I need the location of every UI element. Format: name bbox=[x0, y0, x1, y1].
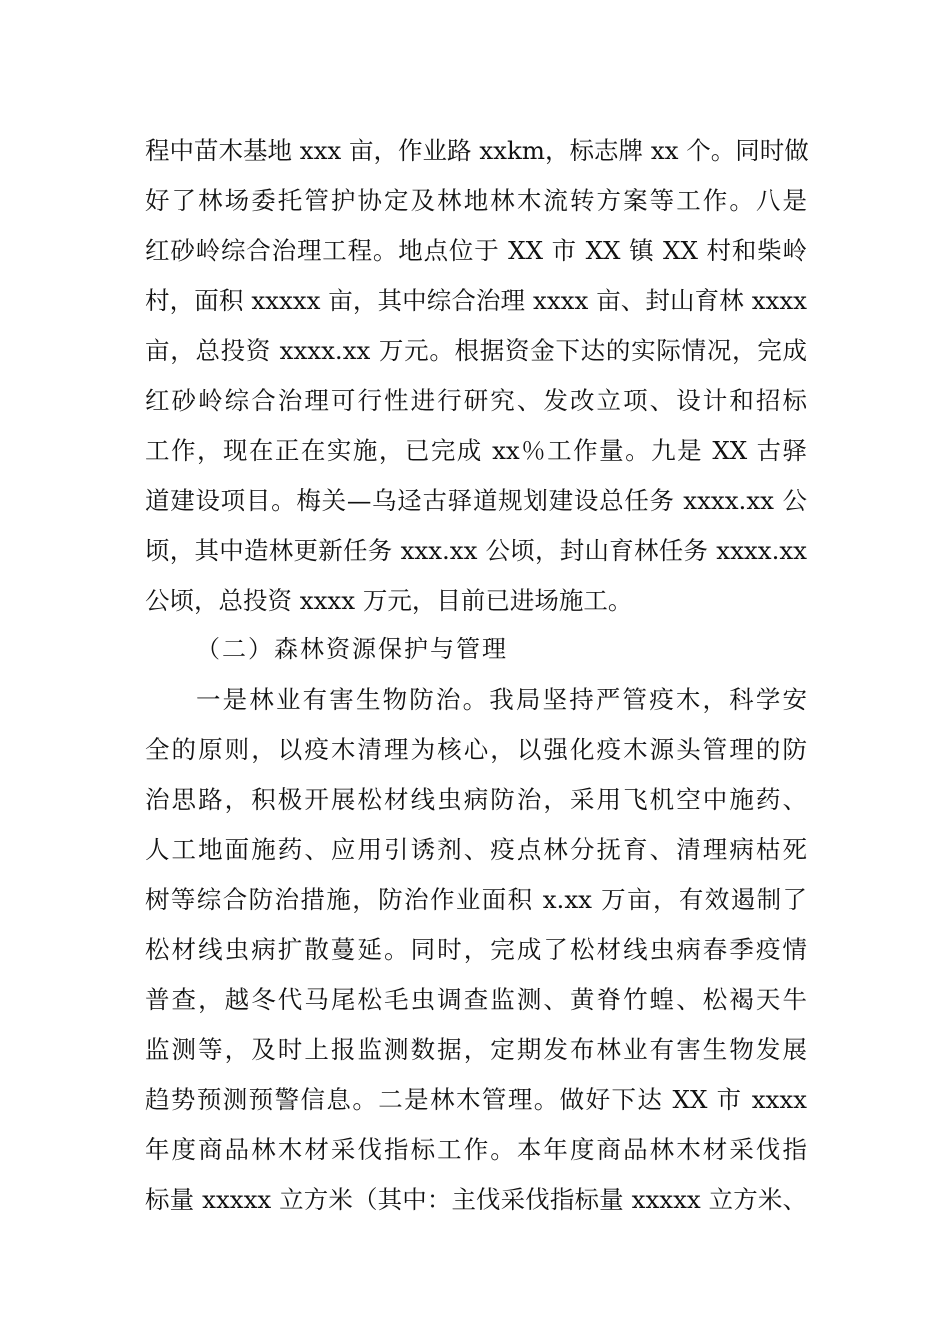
text-line: 一是林业有害生物防治。我局坚持严管疫木，科学安 bbox=[196, 685, 807, 714]
text-line: 治思路，积极开展松材线虫病防治，采用飞机空中施药、 bbox=[145, 785, 807, 814]
text-line: 树等综合防治措施，防治作业面积 x.xx 万亩，有效遏制了 bbox=[145, 885, 807, 914]
text-line: 顷，其中造林更新任务 xxx.xx 公顷，封山育林任务 xxxx.xx bbox=[145, 536, 807, 565]
text-line: 好了林场委托管护协定及林地林木流转方案等工作。八是 bbox=[145, 186, 807, 215]
text-line: 程中苗木基地 xxx 亩，作业路 xxkm，标志牌 xx 个。同时做 bbox=[145, 136, 809, 165]
text-line: 公顷，总投资 xxxx 万元，目前已进场施工。 bbox=[145, 586, 633, 615]
text-line: 监测等，及时上报监测数据，定期发布林业有害生物发展 bbox=[145, 1035, 807, 1064]
text-line: 人工地面施药、应用引诱剂、疫点林分抚育、清理病枯死 bbox=[145, 835, 807, 864]
text-line: 村，面积 xxxxx 亩，其中综合治理 xxxx 亩、封山育林 xxxx bbox=[145, 286, 807, 315]
text-line: 红砂岭综合治理工程。地点位于 XX 市 XX 镇 XX 村和柴岭 bbox=[145, 236, 807, 265]
text-line: 标量 xxxxx 立方米（其中：主伐采伐指标量 xxxxx 立方米、 bbox=[145, 1185, 807, 1214]
text-line: 普查，越冬代马尾松毛虫调查监测、黄脊竹蝗、松褐天牛 bbox=[145, 985, 807, 1014]
text-line: 年度商品林木材采伐指标工作。本年度商品林木材采伐指 bbox=[145, 1135, 807, 1164]
text-line: 工作，现在正在实施，已完成 xx％工作量。九是 XX 古驿 bbox=[145, 436, 807, 465]
text-line: 亩，总投资 xxxx.xx 万元。根据资金下达的实际情况，完成 bbox=[145, 336, 807, 365]
text-line: 道建设项目。梅关—乌迳古驿道规划建设总任务 xxxx.xx 公 bbox=[145, 486, 807, 515]
text-line: 趋势预测预警信息。二是林木管理。做好下达 XX 市 xxxx bbox=[145, 1085, 807, 1114]
text-line: 松材线虫病扩散蔓延。同时，完成了松材线虫病春季疫情 bbox=[145, 935, 807, 964]
text-line: 全的原则，以疫木清理为核心，以强化疫木源头管理的防 bbox=[145, 735, 807, 764]
section-heading: （二）森林资源保护与管理 bbox=[196, 635, 508, 663]
text-line: 红砂岭综合治理可行性进行研究、发改立项、设计和招标 bbox=[145, 386, 807, 415]
